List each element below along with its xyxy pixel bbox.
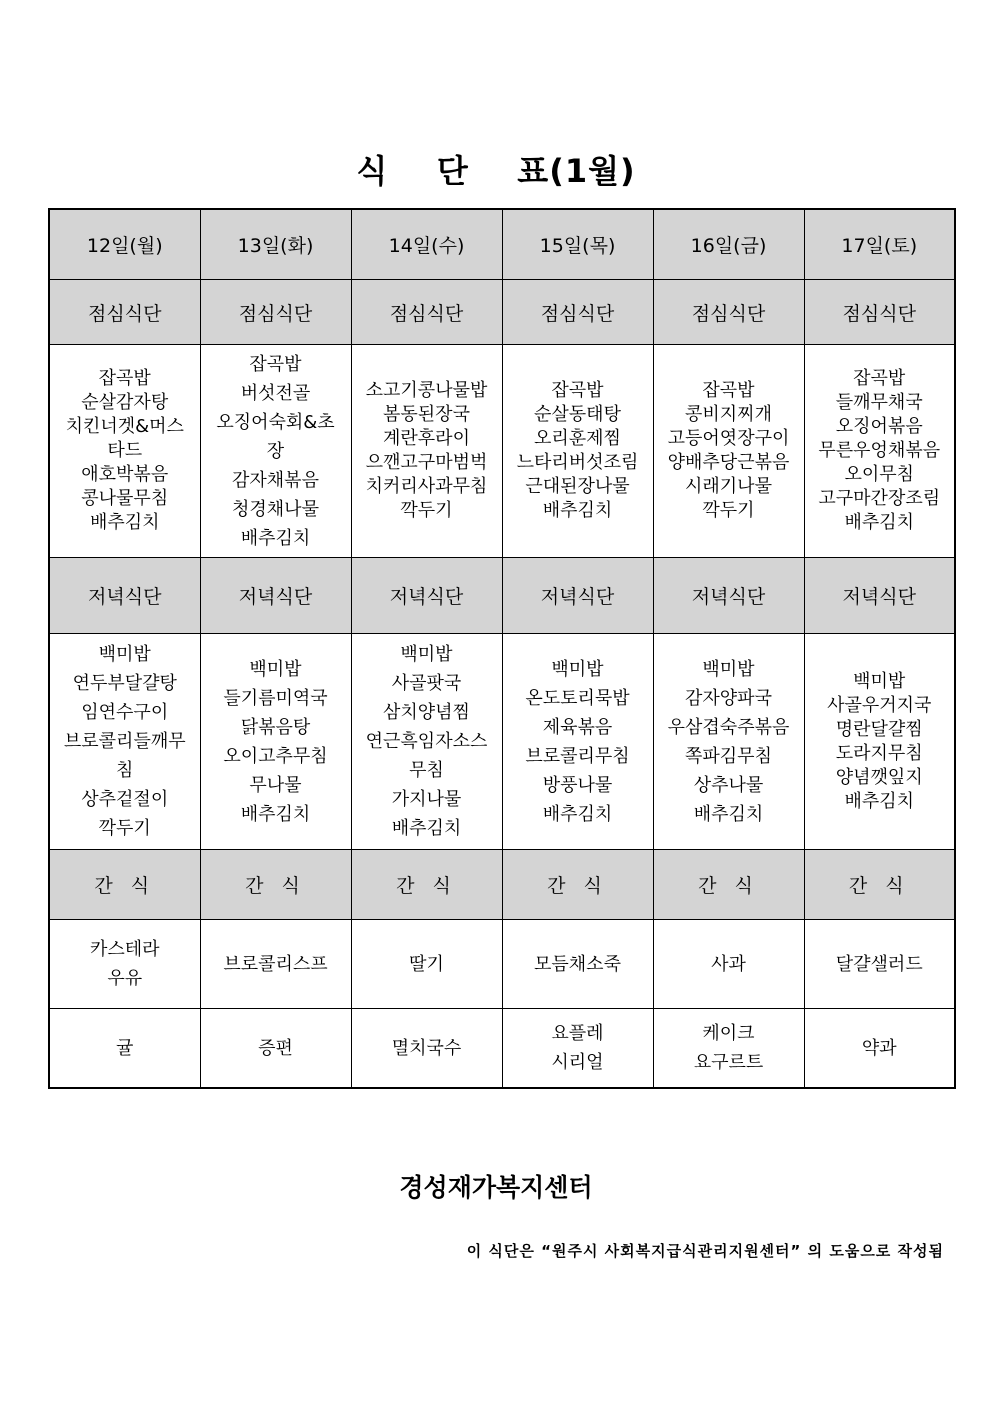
menu-item: 상추나물 bbox=[693, 774, 764, 796]
menu-item: 가지나물 bbox=[391, 789, 462, 810]
dinner-label: 저녁식단 bbox=[351, 558, 502, 634]
menu-item: 삼치양념찜 bbox=[383, 702, 470, 723]
menu-item: 고등어엿장구이 bbox=[667, 428, 790, 449]
menu-item: 백미밥 bbox=[853, 670, 906, 692]
day-header: 14일(수) bbox=[351, 209, 502, 280]
menu-item: 멸치국수 bbox=[391, 1037, 462, 1059]
menu-item: 배추김치 bbox=[844, 790, 915, 812]
menu-item: 봄동된장국 bbox=[383, 404, 470, 425]
menu-item: 고구마간장조림 bbox=[818, 488, 941, 509]
lunch-cell bbox=[200, 345, 351, 558]
dinner-label: 저녁식단 bbox=[502, 558, 653, 634]
menu-item: 콩나물무침 bbox=[81, 488, 169, 509]
menu-item: 닭볶음탕 bbox=[240, 716, 311, 738]
snack-label: 간 식 bbox=[351, 850, 502, 920]
menu-item: 무나물 bbox=[249, 774, 302, 796]
menu-item: 케이크 bbox=[702, 1023, 755, 1044]
menu-item: 순살동태탕 bbox=[534, 404, 621, 425]
snack-cell bbox=[200, 920, 351, 1009]
menu-item: 증편 bbox=[258, 1037, 293, 1059]
menu-item: 쪽파김무침 bbox=[685, 745, 772, 767]
menu-item: 배추김치 bbox=[391, 818, 462, 839]
menu-item: 애호박볶음 bbox=[81, 464, 169, 485]
dinner-cell bbox=[804, 634, 955, 850]
menu-item: 약과 bbox=[861, 1037, 897, 1059]
menu-item: 브로콜리무침 bbox=[525, 745, 630, 767]
day-header: 15일(목) bbox=[502, 209, 653, 280]
menu-item: 잡곡밥 bbox=[249, 353, 302, 375]
center-name: 경성재가복지센터 bbox=[399, 1173, 593, 1202]
menu-item: 양념깻잎지 bbox=[835, 766, 923, 788]
lunch-label: 점심식단 bbox=[49, 280, 200, 345]
lunch-cell bbox=[653, 345, 804, 558]
menu-item: 근대된장나물 bbox=[525, 476, 630, 497]
lunch-label: 점심식단 bbox=[653, 280, 804, 345]
menu-item: 우삼겹숙주볶음 bbox=[667, 716, 790, 738]
snack-label: 간 식 bbox=[502, 850, 653, 920]
menu-item: 연두부달걀탕 bbox=[72, 673, 177, 694]
day-header: 16일(금) bbox=[653, 209, 804, 280]
menu-item: 백미밥 bbox=[551, 658, 604, 680]
menu-item: 배추김치 bbox=[542, 803, 613, 825]
snack-cell bbox=[49, 920, 200, 1009]
snack-label: 간 식 bbox=[653, 850, 804, 920]
menu-item: 우유 bbox=[107, 968, 143, 989]
menu-item: 브로콜리들깨무 bbox=[63, 731, 186, 752]
snack-cell bbox=[200, 1009, 351, 1089]
menu-item: 잡곡밥 bbox=[551, 380, 604, 401]
menu-item: 깍두기 bbox=[98, 818, 151, 839]
menu-item: 오이고추무침 bbox=[223, 745, 328, 767]
menu-item: 명란달걀찜 bbox=[835, 718, 923, 740]
menu-item: 딸기 bbox=[409, 953, 444, 975]
menu-item: 카스테라 bbox=[89, 939, 160, 960]
dinner-menu-row bbox=[49, 634, 955, 850]
menu-item: 요구르트 bbox=[693, 1052, 764, 1073]
lunch-label: 점심식단 bbox=[200, 280, 351, 345]
menu-item: 들깨무채국 bbox=[835, 392, 923, 413]
menu-item: 시래기나물 bbox=[685, 476, 772, 497]
menu-item: 배추김치 bbox=[240, 527, 311, 549]
snack-row-1 bbox=[49, 920, 955, 1009]
menu-item: 오이무침 bbox=[844, 464, 915, 485]
lunch-label: 점심식단 bbox=[351, 280, 502, 345]
page-title: 식 단 표(1월) bbox=[356, 152, 636, 190]
menu-item: 소고기콩나물밥 bbox=[365, 380, 488, 401]
snack-label-row bbox=[49, 850, 955, 920]
menu-item: 들기름미역국 bbox=[223, 687, 328, 709]
lunch-cell bbox=[49, 345, 200, 558]
lunch-cell bbox=[351, 345, 502, 558]
day-header: 17일(토) bbox=[804, 209, 955, 280]
menu-item: 타드 bbox=[107, 440, 143, 461]
dinner-label: 저녁식단 bbox=[804, 558, 955, 634]
dinner-label: 저녁식단 bbox=[49, 558, 200, 634]
snack-cell bbox=[804, 920, 955, 1009]
menu-item: 으깬고구마범벅 bbox=[365, 452, 488, 473]
menu-item: 요플레 bbox=[551, 1023, 604, 1044]
menu-item: 백미밥 bbox=[98, 644, 151, 665]
snack-cell bbox=[351, 920, 502, 1009]
snack-row-2 bbox=[49, 1009, 955, 1089]
menu-item: 잡곡밥 bbox=[853, 368, 906, 389]
menu-item: 양배추당근볶음 bbox=[667, 452, 790, 473]
snack-label: 간 식 bbox=[804, 850, 955, 920]
lunch-cell bbox=[804, 345, 955, 558]
snack-cell bbox=[502, 920, 653, 1009]
dinner-cell bbox=[502, 634, 653, 850]
menu-item: 잡곡밥 bbox=[702, 380, 755, 401]
menu-item: 사골우거지국 bbox=[827, 694, 932, 716]
menu-item: 상추겉절이 bbox=[81, 789, 169, 810]
menu-item: 순살감자탕 bbox=[81, 392, 169, 413]
menu-item: 임연수구이 bbox=[81, 702, 169, 723]
dinner-cell bbox=[351, 634, 502, 850]
day-header: 13일(화) bbox=[200, 209, 351, 280]
menu-item: 무침 bbox=[409, 760, 444, 781]
dinner-cell bbox=[200, 634, 351, 850]
snack-cell bbox=[351, 1009, 502, 1089]
snack-cell bbox=[653, 920, 804, 1009]
menu-table bbox=[48, 208, 956, 1089]
menu-item: 사과 bbox=[711, 953, 746, 975]
menu-item: 온도토리묵밥 bbox=[525, 687, 630, 709]
lunch-label: 점심식단 bbox=[804, 280, 955, 345]
snack-cell bbox=[502, 1009, 653, 1089]
menu-item: 도라지무침 bbox=[835, 742, 923, 764]
menu-item: 방풍나물 bbox=[542, 774, 613, 796]
menu-item: 배추김치 bbox=[240, 803, 311, 825]
menu-item: 배추김치 bbox=[542, 500, 613, 521]
menu-item: 배추김치 bbox=[844, 512, 915, 533]
menu-item: 백미밥 bbox=[702, 658, 755, 680]
menu-item: 배추김치 bbox=[89, 512, 160, 533]
menu-item: 제육볶음 bbox=[542, 716, 613, 738]
menu-item: 백미밥 bbox=[400, 644, 453, 665]
menu-item: 감자채볶음 bbox=[232, 469, 319, 491]
menu-item: 백미밥 bbox=[249, 658, 302, 680]
menu-item: 감자양파국 bbox=[685, 687, 772, 709]
menu-item: 달걀샐러드 bbox=[835, 953, 923, 975]
menu-item: 장 bbox=[266, 440, 285, 462]
menu-item: 배추김치 bbox=[693, 803, 764, 825]
lunch-cell bbox=[502, 345, 653, 558]
menu-item: 잡곡밥 bbox=[98, 368, 151, 389]
dinner-label: 저녁식단 bbox=[653, 558, 804, 634]
menu-item: 연근흑임자소스 bbox=[365, 731, 488, 752]
lunch-label: 점심식단 bbox=[502, 280, 653, 345]
menu-item: 무른우엉채볶음 bbox=[818, 440, 941, 461]
snack-label: 간 식 bbox=[200, 850, 351, 920]
snack-cell bbox=[804, 1009, 955, 1089]
menu-item: 침 bbox=[116, 760, 134, 781]
day-header: 12일(월) bbox=[49, 209, 200, 280]
menu-item: 계란후라이 bbox=[383, 428, 470, 449]
menu-item: 치커리사과무침 bbox=[365, 476, 488, 497]
menu-item: 모듬채소죽 bbox=[534, 953, 621, 975]
menu-item: 시리얼 bbox=[551, 1052, 604, 1073]
snack-cell bbox=[49, 1009, 200, 1089]
lunch-label-row bbox=[49, 280, 955, 345]
menu-item: 귤 bbox=[116, 1037, 134, 1059]
dinner-label-row bbox=[49, 558, 955, 634]
menu-item: 오징어숙회&초 bbox=[216, 411, 335, 433]
menu-item: 사골팟국 bbox=[391, 673, 462, 694]
dinner-cell bbox=[653, 634, 804, 850]
menu-item: 브로콜리스프 bbox=[223, 953, 328, 975]
menu-item: 콩비지찌개 bbox=[685, 404, 772, 425]
menu-item: 치킨너겟&머스 bbox=[65, 416, 184, 437]
menu-item: 오리훈제찜 bbox=[534, 428, 621, 449]
menu-item: 오징어볶음 bbox=[835, 416, 923, 437]
menu-item: 깍두기 bbox=[702, 500, 755, 521]
snack-label: 간 식 bbox=[49, 850, 200, 920]
day-header-row bbox=[49, 209, 955, 280]
lunch-menu-row bbox=[49, 345, 955, 558]
menu-item: 청경채나물 bbox=[232, 498, 319, 520]
snack-cell bbox=[653, 1009, 804, 1089]
footer-note: 이 식단은 “원주시 사회복지급식관리지원센터” 의 도움으로 작성됨 bbox=[466, 1242, 944, 1260]
menu-item: 깍두기 bbox=[400, 500, 453, 521]
menu-item: 느타리버섯조림 bbox=[516, 452, 639, 473]
dinner-cell bbox=[49, 634, 200, 850]
dinner-label: 저녁식단 bbox=[200, 558, 351, 634]
menu-item: 버섯전골 bbox=[240, 382, 311, 404]
